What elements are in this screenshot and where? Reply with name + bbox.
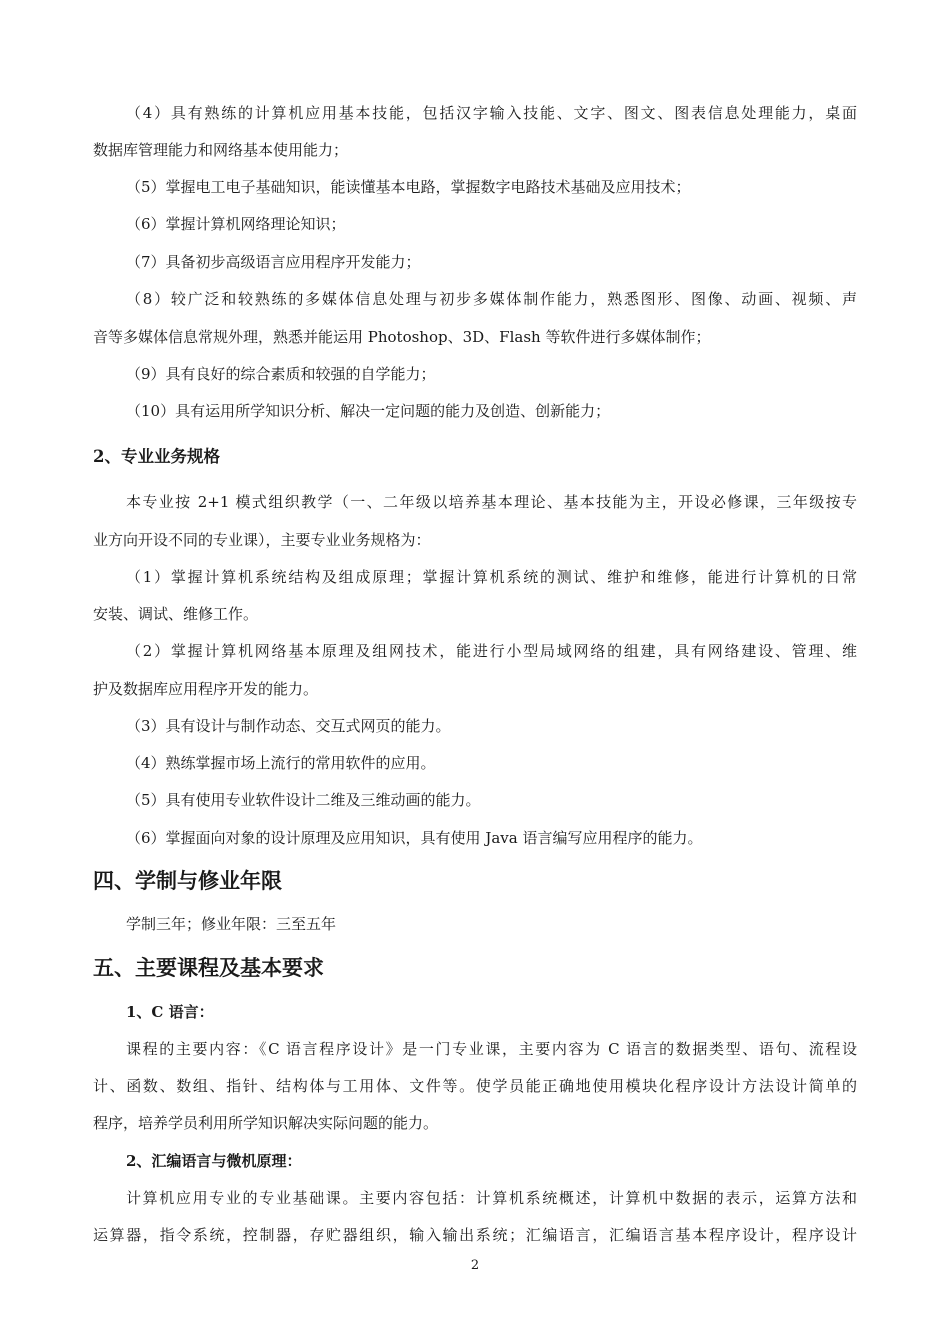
paragraph-line: 计、函数、数组、指针、结构体与工用体、文件等。使学员能正确地使用模块化程序设计方法设计简单的: [93, 1077, 857, 1095]
paragraph-line: 学制三年；修业年限：三至五年: [126, 915, 337, 933]
paragraph-line: 音等多媒体信息常规外理，熟悉并能运用 Photoshop、3D、Flash 等软件进行多媒体制作；: [93, 328, 711, 346]
paragraph-line: 课程的主要内容：《C 语言程序设计》是一门专业课，主要内容为 C 语言的数据类型、语句、流程设: [126, 1040, 857, 1058]
paragraph-line: 安装、调试、维修工作。: [93, 605, 259, 623]
paragraph-line: （8）较广泛和较熟练的多媒体信息处理与初步多媒体制作能力，熟悉图形、图像、动画、视频、声: [126, 290, 857, 308]
paragraph-line: （3）具有设计与制作动态、交互式网页的能力。: [126, 717, 451, 735]
subsection-heading: 2、汇编语言与微机原理：: [126, 1152, 302, 1170]
paragraph-line: 程序，培养学员利用所学知识解决实际问题的能力。: [93, 1114, 439, 1132]
paragraph-line: （4）具有熟练的计算机应用基本技能，包括汉字输入技能、文字、图文、图表信息处理能力，桌面: [126, 104, 857, 122]
paragraph-line: 业方向开设不同的专业课），主要专业业务规格为：: [93, 531, 431, 549]
paragraph-line: （2）掌握计算机网络基本原理及组网技术，能进行小型局域网络的组建，具有网络建设、管理、维: [126, 642, 857, 660]
chapter-heading: 四、学制与修业年限: [93, 868, 282, 893]
paragraph-line: （6）掌握面向对象的设计原理及应用知识，具有使用 Java 语言编写应用程序的能力。: [126, 829, 703, 847]
paragraph-line: （5）具有使用专业软件设计二维及三维动画的能力。: [126, 791, 481, 809]
paragraph-line: 数据库管理能力和网络基本使用能力；: [93, 141, 349, 159]
paragraph-line: （6）掌握计算机网络理论知识；: [126, 215, 346, 233]
paragraph-line: （9）具有良好的综合素质和较强的自学能力；: [126, 365, 436, 383]
paragraph-line: （7）具备初步高级语言应用程序开发能力；: [126, 253, 421, 271]
paragraph-line: （10）具有运用所学知识分析、解决一定问题的能力及创造、创新能力；: [126, 402, 611, 420]
paragraph-line: 护及数据库应用程序开发的能力。: [93, 680, 319, 698]
paragraph-line: 运算器，指令系统，控制器，存贮器组织，输入输出系统；汇编语言，汇编语言基本程序设计，程序设计: [93, 1226, 857, 1244]
paragraph-line: 计算机应用专业的专业基础课。主要内容包括：计算机系统概述，计算机中数据的表示，运算方法和: [126, 1189, 857, 1207]
paragraph-line: 本专业按 2+1 模式组织教学（一、二年级以培养基本理论、基本技能为主，开设必修课，三年级按专: [126, 493, 857, 511]
paragraph-line: （4）熟练掌握市场上流行的常用软件的应用。: [126, 754, 436, 772]
page-number: 2: [470, 1258, 480, 1273]
section-heading: 2、专业业务规格: [93, 447, 220, 466]
chapter-heading: 五、主要课程及基本要求: [93, 955, 324, 980]
paragraph-line: （1）掌握计算机系统结构及组成原理；掌握计算机系统的测试、维护和维修，能进行计算机的日常: [126, 568, 857, 586]
subsection-heading: 1、C 语言：: [126, 1003, 214, 1021]
paragraph-line: （5）掌握电工电子基础知识，能读懂基本电路，掌握数字电路技术基础及应用技术；: [126, 178, 691, 196]
